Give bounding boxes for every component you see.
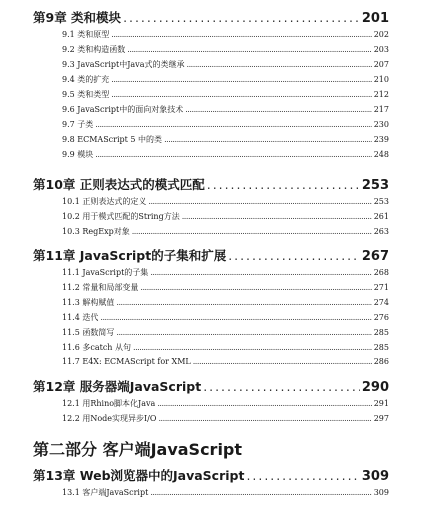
- toc-entry-title: 11.7 E4X: ECMAScript for XML: [62, 357, 191, 366]
- toc-section: [0, 29, 422, 40]
- toc-chapter-12: [0, 377, 422, 395]
- toc-entry-page: 207: [373, 60, 389, 69]
- toc-entry-title: 第9章 类和模块: [33, 10, 122, 25]
- toc-entry-title: 9.4 类的扩充: [62, 75, 110, 84]
- leader-dots: [95, 150, 371, 159]
- toc-entry-page: 291: [373, 399, 389, 408]
- leader-dots: [148, 197, 371, 206]
- toc-entry-page: 268: [373, 268, 389, 277]
- toc-entry-title: 9.7 子类: [62, 120, 94, 129]
- leader-dots: [116, 328, 371, 337]
- leader-dots: [158, 414, 371, 423]
- toc-entry-title: 12.2 用Node实现异步I/O: [62, 414, 157, 423]
- toc-entry-title: 10.1 正则表达式的定义: [62, 197, 147, 206]
- toc-section: [0, 89, 422, 100]
- toc-section: [0, 357, 422, 366]
- leader-dots: [133, 343, 372, 352]
- toc-entry-title: 10.2 用于模式匹配的String方法: [62, 212, 180, 221]
- toc-section: [0, 74, 422, 85]
- leader-dots: [116, 298, 371, 307]
- toc-chapter-10: [0, 175, 422, 193]
- toc-chapter-11: [0, 246, 422, 264]
- leader-dots: [100, 313, 371, 322]
- toc-entry-title: 第12章 服务器端JavaScript: [33, 379, 202, 394]
- leader-dots: [164, 135, 372, 144]
- toc-section: [0, 211, 422, 222]
- leader-dots: [185, 105, 372, 114]
- toc-section: [0, 104, 422, 115]
- leader-dots: [95, 120, 371, 129]
- toc-section: [0, 487, 422, 498]
- toc-section: [0, 119, 422, 130]
- toc-entry-page: 271: [373, 283, 389, 292]
- leader-dots: [123, 10, 360, 25]
- toc-entry-page: 248: [373, 150, 389, 159]
- toc-entry-page: 253: [373, 197, 389, 206]
- toc-entry-title: 9.9 模块: [62, 150, 94, 159]
- toc-entry-title: 12.1 用Rhino脚本化Java: [62, 399, 156, 408]
- toc-entry-page: 230: [373, 120, 389, 129]
- toc-entry-page: 309: [373, 488, 389, 497]
- toc-entry-page: 212: [373, 90, 389, 99]
- leader-dots: [111, 75, 371, 84]
- toc-entry-title: 9.8 ECMAScript 5 中的类: [62, 135, 163, 144]
- toc-section: [0, 149, 422, 160]
- toc-entry-title: 9.5 类和类型: [62, 90, 110, 99]
- leader-dots: [150, 488, 371, 497]
- toc-entry-page: 202: [373, 30, 389, 39]
- leader-dots: [140, 283, 371, 292]
- toc-chapter-13: [0, 466, 422, 484]
- toc-entry-page: 263: [373, 227, 389, 236]
- toc-section: [0, 267, 422, 278]
- toc-entry-title: 11.5 函数简写: [62, 328, 115, 337]
- toc-entry-title: 9.2 类和构造函数: [62, 45, 126, 54]
- leader-dots: [182, 212, 372, 221]
- toc-entry-page: 309: [361, 469, 389, 484]
- toc-entry-page: 276: [373, 313, 389, 322]
- toc-entry-title: 第10章 正则表达式的模式匹配: [33, 177, 205, 192]
- toc-entry-title: 13.1 客户端JavaScript: [62, 488, 149, 497]
- toc-entry-title: 11.1 JavaScript的子集: [62, 268, 149, 277]
- toc-entry-page: 285: [373, 343, 389, 352]
- toc-section: [0, 327, 422, 338]
- toc-entry-page: 285: [373, 328, 389, 337]
- toc-section: [0, 413, 422, 424]
- toc-section: [0, 134, 422, 145]
- leader-dots: [186, 60, 371, 69]
- leader-dots: [228, 248, 360, 263]
- leader-dots: [203, 379, 360, 394]
- toc-entry-title: 9.6 JavaScript中的面向对象技术: [62, 105, 184, 114]
- leader-dots: [207, 177, 360, 192]
- toc-entry-title: 11.2 常量和局部变量: [62, 283, 139, 292]
- toc-entry-page: 203: [373, 45, 389, 54]
- toc-entry-page: 267: [361, 249, 389, 264]
- toc-entry-title: 11.6 多catch 从句: [62, 343, 131, 352]
- toc-entry-title: 9.1 类和原型: [62, 30, 110, 39]
- leader-dots: [193, 357, 372, 366]
- toc-section: [0, 342, 422, 353]
- toc-entry-page: 201: [361, 11, 389, 26]
- toc-entry-title: 10.3 RegExp对象: [62, 227, 130, 236]
- leader-dots: [111, 90, 371, 99]
- toc-entry-page: 290: [361, 380, 389, 395]
- toc-section: [0, 398, 422, 409]
- toc-entry-page: 261: [373, 212, 389, 221]
- toc-entry-title: 11.4 迭代: [62, 313, 99, 322]
- toc-entry-page: 217: [373, 105, 389, 114]
- leader-dots: [132, 227, 372, 236]
- leader-dots: [111, 30, 371, 39]
- part-title: 第二部分 客户端JavaScript: [33, 440, 243, 459]
- toc-entry-page: 297: [373, 414, 389, 423]
- toc-section: [0, 312, 422, 323]
- toc-entry-title: 9.3 JavaScript中Java式的类继承: [62, 60, 185, 69]
- toc-entry-title: 11.3 解构赋值: [62, 298, 115, 307]
- toc-entry-page: 253: [361, 178, 389, 193]
- toc-section: [0, 196, 422, 207]
- toc-entry-title: 第11章 JavaScript的子集和扩展: [33, 248, 227, 263]
- toc-section: [0, 59, 422, 70]
- toc-entry-page: 239: [373, 135, 389, 144]
- toc-entry-page: 274: [373, 298, 389, 307]
- toc-entry-page: 286: [373, 357, 389, 366]
- leader-dots: [157, 399, 371, 408]
- toc-section: [0, 282, 422, 293]
- leader-dots: [127, 45, 371, 54]
- toc-section: [0, 44, 422, 55]
- toc-entry-title: 第13章 Web浏览器中的JavaScript: [33, 468, 245, 483]
- toc-section: [0, 297, 422, 308]
- toc-chapter-9: [0, 8, 422, 26]
- leader-dots: [150, 268, 371, 277]
- leader-dots: [246, 468, 359, 483]
- toc-entry-page: 210: [373, 75, 389, 84]
- toc-section: [0, 226, 422, 237]
